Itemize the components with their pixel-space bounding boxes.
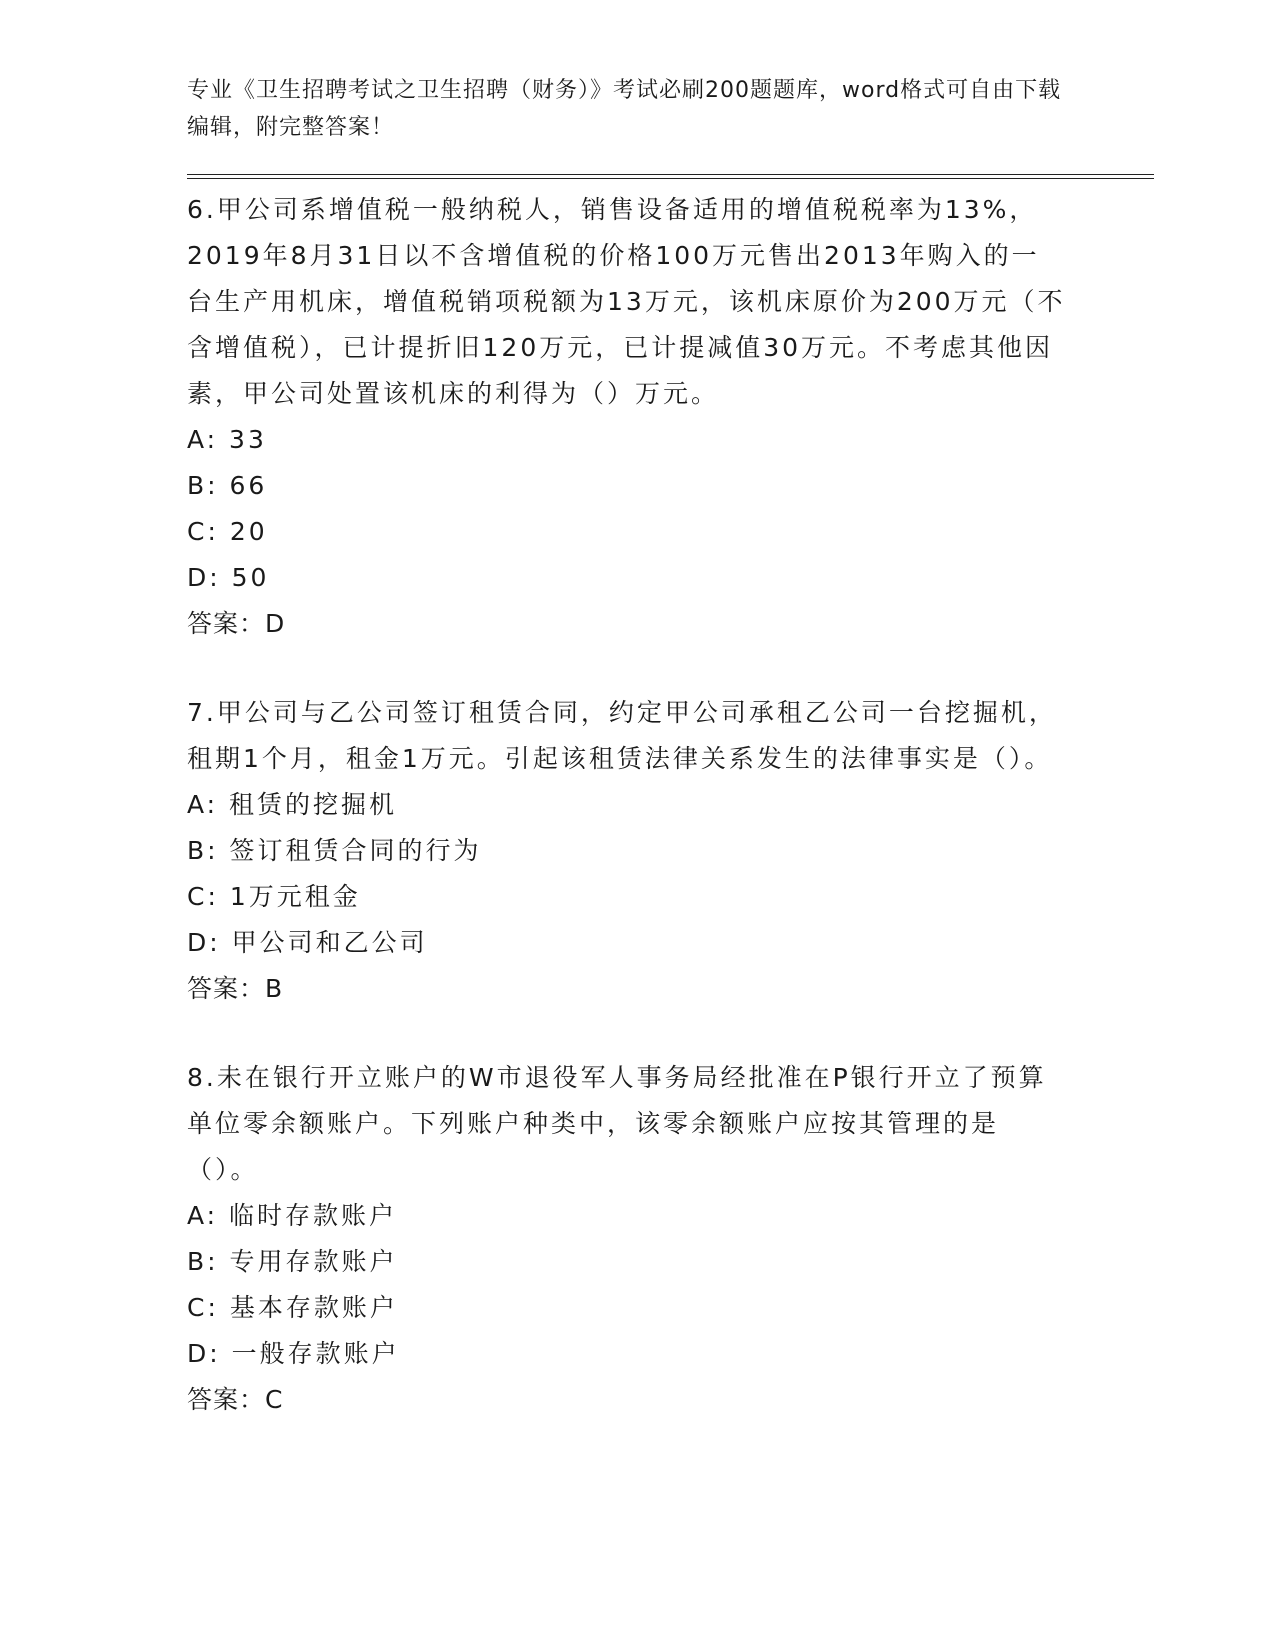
option-a: A: 租赁的挖掘机 [187,790,398,819]
document-header: 专业《卫生招聘考试之卫生招聘（财务）》考试必刷200题题库，word格式可自由下载编辑，附完整答案！ [187,78,1062,140]
answer: 答案：B [187,974,284,1003]
header-divider [187,174,1154,179]
question-8 [187,1055,1157,1423]
document-page [187,72,1157,1423]
option-d: D: 50 [187,563,270,592]
option-b: B: 66 [187,471,268,500]
question-7 [187,690,1157,1012]
option-b: B: 签订租赁合同的行为 [187,836,482,865]
answer: 答案：C [187,1385,284,1414]
option-d: D: 一般存款账户 [187,1339,400,1368]
divider-line [187,178,1154,179]
option-a: A: 33 [187,425,267,454]
question-stem: 6.甲公司系增值税一般纳税人，销售设备适用的增值税税率为13%，2019年8月31日以不含增值税的价格100万元售出2013年购入的一台生产用机床，增值税销项税额为13万元，该机床原价为200万元（不含增值税），已计提折旧120万元，已计提减值30万元。不考虑其他因素，甲公司处置该机床的利得为（）万元。 [187,195,1066,408]
option-d: D: 甲公司和乙公司 [187,928,428,957]
option-a: A: 临时存款账户 [187,1201,398,1230]
option-b: B: 专用存款账户 [187,1247,398,1276]
divider-line [187,174,1154,175]
option-c: C: 1万元租金 [187,882,361,911]
question-6 [187,187,1157,647]
question-stem: 8.未在银行开立账户的W市退役军人事务局经批准在P银行开立了预算单位零余额账户。下列账户种类中，该零余额账户应按其管理的是（）。 [187,1063,1047,1184]
option-c: C: 20 [187,517,268,546]
question-stem: 7.甲公司与乙公司签订租赁合同，约定甲公司承租乙公司一台挖掘机，租期1个月，租金1万元。引起该租赁法律关系发生的法律事实是（）。 [187,698,1057,773]
option-c: C: 基本存款账户 [187,1293,398,1322]
answer: 答案：D [187,609,286,638]
